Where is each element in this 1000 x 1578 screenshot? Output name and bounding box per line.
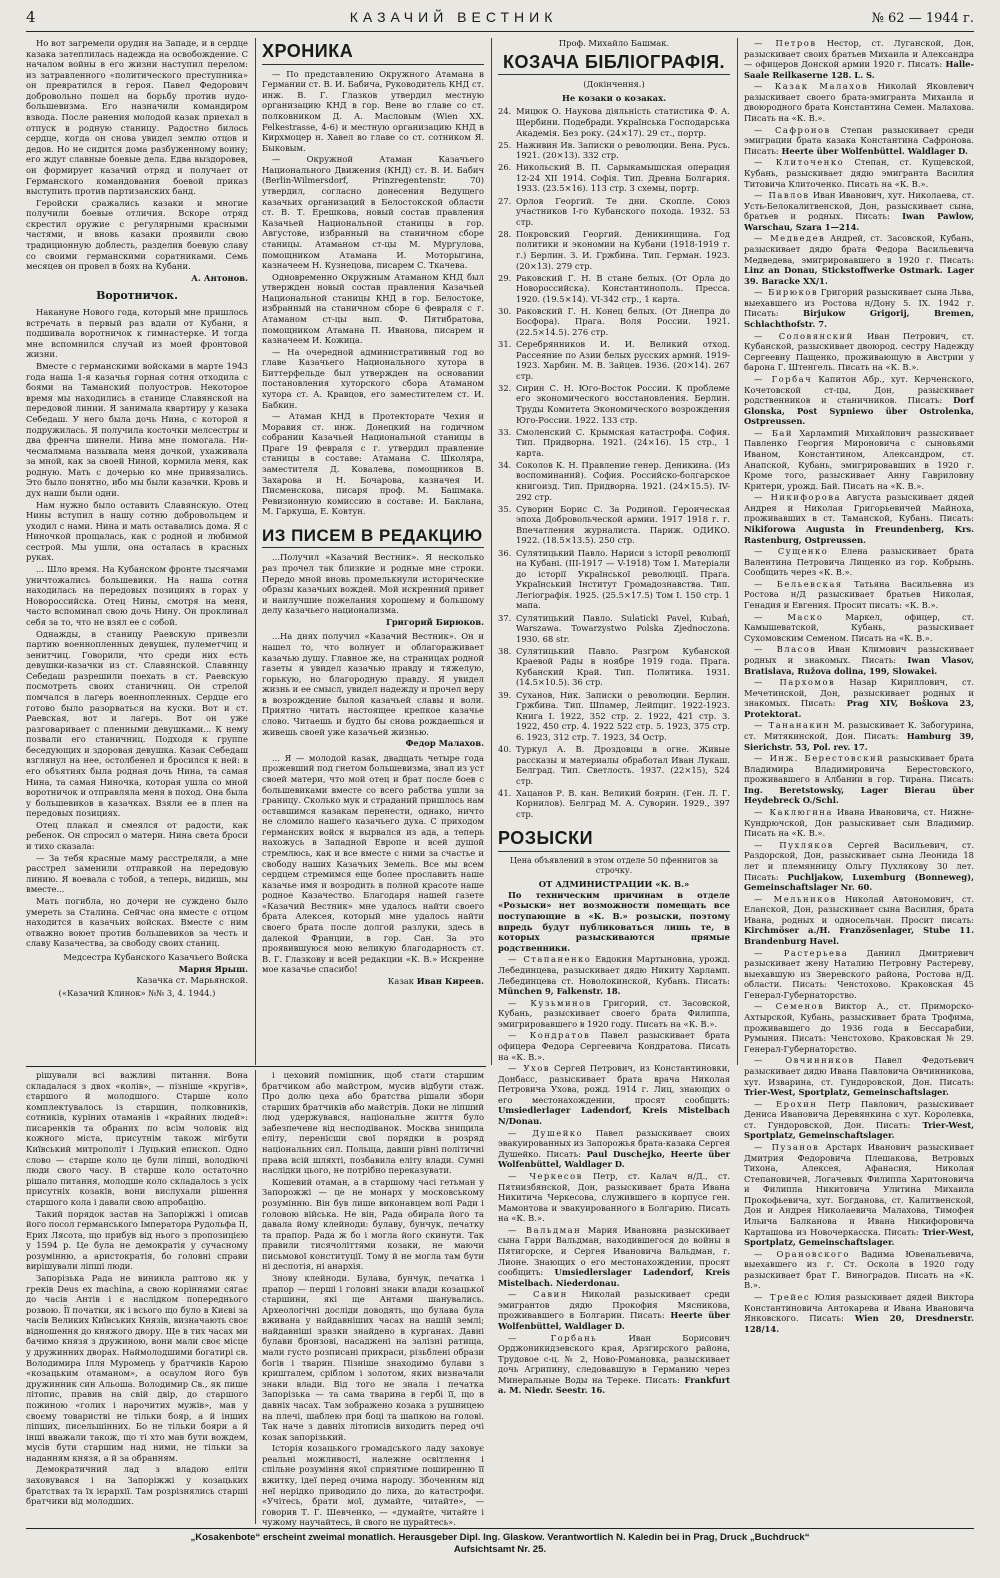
- story-signature-line: Медсестра Кубанского Казачьего Войска: [63, 951, 248, 962]
- search-ad: [744, 840, 974, 893]
- search-ad: [744, 374, 974, 427]
- paragraph: Отец плакал и смеялся от радости, как ребенок. Он спросил о матери. Нина света броси и тихо сказала:: [26, 819, 248, 852]
- ad-name: — Казак Малахов: [754, 81, 869, 92]
- ad-text: Григорий разыскивает сына Льва, выехавшего из Ростова н/Дону 5. IX. 1942 г. Писать:: [744, 287, 974, 319]
- column-1: [26, 38, 248, 1065]
- bibliography-item: [498, 229, 730, 271]
- chronicle-item: — На очередной административный год во главе Казачьего Национального хутора в Биттерфельде был утвержден на основании постановления хуторского сбора Атаманом хутора ст. А. Кравцов, его заместителем ст. И. Бабкин.: [262, 346, 484, 410]
- imprint-footer: [26, 1528, 974, 1557]
- ad-name: — Соловянский: [754, 330, 854, 341]
- item-text: Мицюк О. Наукова діяльність статистика Ф. А. Щербини. Подебради. Українська Господарська Академія. Без року. (24×17). 29 ст., портр.: [516, 106, 730, 138]
- ad-name: — Черкесов: [508, 1170, 583, 1181]
- bibliography-item: [498, 273, 730, 305]
- ad-text: Павел разыскивает своих эвакуированных из Запорожья брата-казака Сергея Душейко. Писать:: [498, 1127, 731, 1159]
- search-ad: [744, 331, 974, 373]
- ad-name: — Бельевская: [754, 578, 843, 589]
- letter-1: ...Получил «Казачий Вестник». Я несколько раз прочел так близкие и родные мне строки. Передо мной вновь промелькнули исторические образы казачьих вождей. Мой искренний привет и наилучшие пожелания хорошему и большому делу казачьего национализма.: [262, 552, 484, 616]
- column-4: [744, 38, 975, 1334]
- item-text: Орлов Георгий. Те дни. Скопле. Союз участников I-го Кубанского похода. 1932. 53 стр.: [516, 195, 730, 227]
- ad-text: Степан разыскивает среди эмиграции брата казака Константина Сафронова. Писать:: [744, 124, 974, 156]
- bibliography-item: [498, 613, 730, 645]
- lower-section: [26, 1070, 974, 1528]
- ad-name: — Клиточенко: [754, 157, 845, 168]
- paragraph: Історія козацького громадського ладу заховує реальні можливості, належне освітлення і спільне розуміння якої сприятиме поширенню її вжитку, ідеї перед очима народу. Збоченням від неї нерідко приводило до лиха, до катастрофи. «Учітесь, брати мої, думайте, читайте», — говорив Т. Г. Шевченко, — «думайте, читайте і чужому научайтесь, й свого не цурайтесь».: [262, 1443, 484, 1528]
- admin-text: По техническим причинам в отделе «Розыски» нет возможности помещать все поступающие в «К. В.» розыски, поэтому впредь будут публиковаться лишь те, в которых разыскиваются прямые родственники.: [498, 889, 730, 953]
- story-signature-origin: Казачка ст. Марьянской.: [136, 975, 248, 985]
- ad-address: Trier-West, Sportplatz, Gemeinschaftslager.: [744, 1119, 974, 1141]
- ad-address: Dorf Glonska, Post Sypniewo über Ostrolenka, Ostpreussen.: [744, 395, 974, 427]
- chronicle-heading: ХРОНИКА: [262, 40, 484, 65]
- search-ad: [744, 1001, 974, 1054]
- ad-address: Birjukow Grigorij, Bremen, Schlachthofstr. 7.: [744, 308, 974, 330]
- ad-name: — Сущенко: [754, 546, 829, 557]
- bibliography-item: [498, 306, 730, 338]
- ad-address: Paul Duschejko, Heerte über Wolfenbüttel, Waldlager D.: [498, 1148, 730, 1170]
- item-text: Смоленский С. Крымская катастрофа. София. Тип. Придворна. 1921. (24×16). 15 стр., 1 карта.: [516, 426, 730, 458]
- ad-text: Петр Павлович, разыскивает Дениса Ивановича Деревянкина с хут. Королевка, ст. Гундоровской, Дон. Писать:: [744, 1098, 974, 1130]
- ad-name: — Никифорова: [754, 492, 842, 503]
- ad-address: Iwan Pawlow, Warschau, Szara 1—214.: [744, 211, 974, 232]
- search-ad: [744, 38, 974, 80]
- column-2: [262, 38, 484, 1065]
- ad-name: — Сафронов: [754, 124, 831, 135]
- bibliography-item: [498, 339, 730, 381]
- ad-text: М. разыскивает К. Забогурина, ст. Митякинской, Дон. Писать:: [744, 720, 974, 741]
- ad-text: Андрей, ст. Засовской, Кубань, разыскивает дядю брата Федора Васильевича Медведева, эмигрировавшего в 1920 г. Писать:: [744, 233, 974, 265]
- item-number: 38.: [498, 645, 512, 656]
- ad-text: разыскивает брата Владимира Владимировича Берестовского, проживавшего в Албании в гор. Тирана. Писать:: [744, 753, 974, 785]
- ad-name: — Бирюков: [754, 287, 819, 298]
- intro-article: [26, 38, 248, 272]
- bibliography-item: [498, 646, 730, 688]
- masthead: [26, 8, 974, 32]
- bibliography-item: [498, 162, 730, 194]
- chronicle-item: — Атаман КНД в Протекторате Чехия и Моравия ст. инж. Донецкий на годичном собрании Казачьей Национальной станицы в Праге 19 февраля с г. утвердил правление станицы в составе: Атамана С. Школяра, заместителя Д. Ковалева, помощников В. Захарова и Н. Бочарова, казначея И. Писменскова, писаря проф. М. Башмака. Ревизионную комиссию в составе: И. Баклана, М. Гаркуша, Е. Ковтун.: [262, 411, 484, 517]
- ad-address: Umsiedlerlager Ladendorf, Kreis Mistelbach N/Donau.: [498, 1105, 730, 1127]
- ad-text: Маркел, офицер, ст. Камышеватской, Кубань, разыскивает Сухомовским Семеном. Писать на «К. В.».: [744, 611, 974, 643]
- ad-name: — Мельников: [754, 893, 837, 904]
- search-heading: РОЗЫСКИ: [498, 827, 730, 852]
- ad-address: Heerte über Wolfenbüttel, Waldlager D.: [498, 1310, 730, 1332]
- ad-text: Сергей Петрович, из Константиновки, Донбасс, разыскивает брата врача Николая Петровича Ухова, рожд. 1914 г. Лиц, знающих о его местонахождении, просят сообщить:: [498, 1063, 730, 1105]
- item-text: Раковский Г. Н. Конец белых. (От Днепра до Босфора). Прага. Воля России. 1921. (22.5×14.5). 276 стр.: [516, 305, 730, 337]
- item-text: Никольский В. П. Сарыкамышская операция 12-24 XII 1914. Софія. Тип. Древна Болгария. 1933. (23.5×16). 113 стр. 3 схемы, портр.: [516, 162, 730, 194]
- letters-heading: ИЗ ПИСЕМ В РЕДАКЦИЮ: [262, 525, 484, 548]
- ad-text: Иван Иванович, хут. Николаева, ст. Усть-Белокалитвенской, Дон, разыскивает сына, братьев и родных. Писать:: [744, 190, 974, 222]
- bibliography-item: [498, 140, 730, 161]
- ad-text: Сергей Васильевич, ст. Раздорской, Дон, разыскивает сына Леонида 18 лет и племянницу Ольгу Пухлякову 30 лет. Писать:: [744, 839, 974, 882]
- ad-name: — Горбач: [754, 373, 813, 384]
- ad-text: Евдокия Мартыновна, урожд. Лебединцева, разыскивает дядю Никиту Харламп. Лебединцева ст. Новолокинской, Кубань. Писать:: [498, 954, 730, 986]
- ad-name: — Стапаненко: [508, 954, 592, 965]
- search-ad: [498, 998, 730, 1030]
- story-article: [26, 307, 248, 949]
- item-number: 32.: [498, 382, 512, 393]
- ad-name: — Петров: [754, 38, 817, 48]
- item-number: 26.: [498, 162, 512, 173]
- imprint-line-1: „Kosakenbote“ erscheint zweimal monatlich. Herausgeber Dipl. Ing. Glaskow. Verantwortlich N. Kaledin bei in Prag, Druck „Buchdruck“: [190, 1532, 810, 1543]
- bibliography-item: [498, 548, 730, 611]
- ad-name: — Овчинников: [754, 1055, 855, 1066]
- ad-address: Trier-West, Sportplatz, Gemeinschaftslager.: [744, 1087, 949, 1098]
- ad-text: Степан, ст. Кущевской, Кубань, разыскивает дядю эмигранта Василия Титовича Клиточенко. Писать на «К. В.».: [744, 157, 974, 189]
- paragraph: Демократичний лад з владою еліти заховувався і на Запоріжжі у козацьких братствах та їх ієрархії. Там розрізнялись старші братчики від молодших.: [26, 1464, 248, 1507]
- ad-address: Halle-Saale Reilkaserne 128. L. S.: [744, 59, 974, 80]
- item-number: 35.: [498, 503, 512, 514]
- letter-2: ...На днях получил «Казачий Вестник». Он и нашел то, что волнует и облагораживает казачью душу. Главное же, на страницах родной газеты я увидел казачью правду и тяжелую, горькую, но благородную правду. Я увидел жизнь и ее смысл, увидел надежду и прочел веру в возрождение былой казачьей славы и воли. Приятно читать настоящее крепкое казачье слово. Читаешь и будто бы снова рождаешься и живешь своей уже казачьей жизнью.: [262, 631, 484, 737]
- letter-2-signature: Федор Малахов.: [405, 738, 484, 749]
- item-number: 39.: [498, 689, 512, 700]
- item-number: 36.: [498, 547, 512, 558]
- ad-text: Назар Кириллович, ст. Мечетинской, Дон, разыскивает родных и знакомых. Писать:: [744, 677, 974, 709]
- bibliography-item: [498, 504, 730, 546]
- bibliography-heading: КОЗАЧА БІБЛІОГРАФІЯ.: [498, 51, 730, 76]
- bibliography-subtitle: Не козаки о козаках.: [561, 92, 667, 103]
- ad-name: — Павлов: [754, 190, 810, 201]
- price-note: Цена объявлений в этом отделе 50 пфеннигов за строчку.: [509, 856, 718, 876]
- search-ad: [498, 1030, 730, 1062]
- search-ad: [744, 81, 974, 123]
- item-number: 34.: [498, 459, 512, 470]
- ad-address: Umsiedlerslager Ladendorf, Kreis Mistelbach. Niederdonau.: [498, 1267, 730, 1288]
- search-ad: [498, 954, 730, 996]
- ad-name: — Вальдман: [508, 1224, 582, 1235]
- item-number: 29.: [498, 272, 512, 283]
- bibliography-item: [498, 788, 730, 820]
- item-text: Суханов, Ник. Записки о революции. Берлин. Гржбина. Тип. Шпамер, Лейпциг. 1922-1923. Книга I. 1922, 352 стр. 2. 1922, 421 стр. 3. 1922, 450 стр. 4. 1922 522 стр. 5. 1923, 375 стр. 6. 1923, 312 стр. 7. 1923, 34 Остр.: [516, 689, 730, 742]
- intro-signature: А. Антонов.: [191, 272, 248, 283]
- ad-address: Ing. Beretstowsky, Lager Bierau über Heydebreck O./Schl.: [744, 784, 974, 806]
- paragraph: Мать погибла, но дочери не суждено было умереть за Сталина. Сейчас она вместе с отцом находится в казачьих войсках. Вместе с ним отважно воюет против большевиков за честь и славу Казачества, за свободу своих станиц.: [26, 895, 248, 949]
- ad-address: Hamburg 39, Sierichstr. 53, Pol. rev. 17.: [744, 731, 974, 752]
- letter-1-signature: Григорий Бирюков.: [386, 616, 484, 627]
- ad-name: — Кузьминов: [508, 997, 592, 1008]
- ad-text: Виктор А., ст. Приморско-Ахтырской, Кубань, разыскивает брата Трофима, проживавшего до 1936 года в Бессарабии, Румыния. Писать: Ченстохово. Краковская № 29. Генерал-Губернаторство.: [744, 1001, 974, 1054]
- story-signature-name: Мария Ярыш.: [178, 964, 248, 975]
- item-number: 28.: [498, 228, 512, 239]
- search-ad: [744, 677, 974, 719]
- item-text: Хацанов Р. В. кан. Великий боярин. (Ген. Л. Г. Корнилов). Белград М. А. Суворин. 1929., 397 стр.: [516, 787, 730, 819]
- item-number: 37.: [498, 612, 512, 623]
- item-text: Сирин С. Н. Юго-Восток России. К проблеме его экономического восстановления. Берлин. Труды Комитета Экономического возрождения Юго-России. 1922. 133 стр.: [516, 382, 730, 425]
- bibliography-item: [498, 690, 730, 743]
- ad-text: Елена разыскивает брата Валентина Петровича Лищенко из гор. Кобрынь. Сообщить через «К. В.».: [744, 546, 974, 578]
- story-title: Воротничок.: [96, 289, 178, 303]
- ad-name: — Семенов: [754, 1001, 825, 1012]
- letter-3-signature: [262, 976, 484, 987]
- bibliography-item: [498, 427, 730, 459]
- paragraph: Кошевий отаман, а в старшому часі гетьман у Запорожжі — це не монарх у московському розумінню. Він був лише виконавцем волі Ради і головою війська. Не він, Рада обирала його та давала йому клейноди: булаву, бунчук, печатку та прапор. Рада ж бо і могла його скинути. Так правили тисячоліттями козаки, не маючи письмової конституції. Тому й не могла там бути ні деспотія, ні анархія.: [262, 1176, 484, 1272]
- ad-name: — Пархомов: [754, 677, 836, 688]
- search-ad: [744, 720, 974, 752]
- ad-address: Kirchmöser a./H. Französenlager, Stube 11. Brandenburg Havel.: [744, 925, 974, 946]
- bibliography-list: [498, 106, 730, 819]
- item-number: 41.: [498, 787, 512, 798]
- item-number: 33.: [498, 426, 512, 437]
- paragraph: Запорізька Рада не виникла раптово як у греків Deus ex machina, а свою коріннями сягає до часів Антів і є наслідком попереднього розвою. Її початки, як і всього що було в Києві за часів Великих Київських Князів, визначають своє відношення до княжого двору. Ще в тих часах ми бачимо князя з дружиною, вони мали своє місце у дружинних дворах. Наймолодшими богатирі св. Володимира Ілля Муромець у братчиків Карою «козацьким отаманом», а осаулом його був дружинник син Альоша. Володимир Св., як пише літопис, правив на свій двір, до старшого пожиною «голих і нарочитих мужів», мав у своєму товаристві не тільки бояр, а й інших ліпших, писельшінних. Бо не тільки бояри а й інші вважали також, що ті хто мав бути вождем, мусів бути старшим над ними, не тільки за наданням князя, а й за обранням.: [26, 1272, 248, 1463]
- ad-text: Юлия разыскивает дядей Виктора Константиновича Антокарева и Ивана Ивановича Янковского. Писать:: [744, 1292, 975, 1324]
- ad-address: Prag XIV, Boškova 23, Protektorat.: [744, 698, 974, 719]
- ad-address: Heerte über Wolfenbüttel. Waldlager D.: [778, 145, 968, 156]
- ad-text: Мария Ивановна разыскивает сына Гарри Вальдман, находившегося до войны в Пятигорске, и Сергея Ивановича Вальдман, г. Лионе. Знающих о его местонахождении, просят сообщить:: [498, 1224, 731, 1278]
- bibliography-item: [498, 744, 730, 786]
- ad-address: Nikiforowa Augusta in Freundenberg, Krs. Rastenburg, Ostpreussen.: [744, 524, 974, 545]
- ad-text: Арстарх Иванович разыскивает Дмитрия Федоровича Плешакова, Ветровых Тихона, Алексея, Афанасия, Николая Степановичей, Логачевых Филиппа Харитоновича и Филиппа Никитовича Улитина Михаила Прокофьевича, хут. Богданова, ст. Калитвенской, Дон и Андрея Николаевича Малахова, Тимофея Ильича Балканова и Ивана Никифоровича Карташова из Новочеркасска. Писать:: [744, 1141, 974, 1237]
- item-text: Серебрянников И. И. Великий отход. Рассеяние по Азии белых русских армий. 1919-1923. Харбин. М. В. Зайцев. 1936. (20×14). 267 стр.: [516, 339, 730, 381]
- ad-name: — Бай: [754, 427, 793, 438]
- ad-name: — Власов: [754, 644, 817, 655]
- ad-text: Николай разыскивает среди эмигрантов дядю Прокофия Мясникова, проживавшего в Болгарии. Писать:: [498, 1289, 730, 1321]
- ad-name: — Пузанов: [754, 1141, 820, 1152]
- ad-text: Иван Климович разыскивает родных и знакомых. Писать:: [744, 644, 975, 665]
- admin-heading: ОТ АДМИНИСТРАЦИИ «К. В.»: [538, 879, 690, 890]
- bibliography-item: [498, 106, 730, 138]
- newspaper-title: КАЗАЧИЙ ВЕСТНИК: [349, 9, 558, 25]
- search-ad: [744, 753, 974, 806]
- column-3: [498, 38, 731, 1396]
- ad-name: — Душейко: [508, 1127, 584, 1138]
- bibliography-item: [498, 383, 730, 425]
- search-ad: [744, 612, 974, 644]
- paragraph: рішували всі важливі питання. Вона складалася з двох «колів», — пізніше «кругів», старшого й молодшого. Старше коло комплектувалось із старшин, полковників, сотників, куріних отаманів і «крайних людей»: писаренків та обраних по всім чоловік від кожного міста, присутнім також мігбути Київський митрополіт і Луцький епископ. Одно слово — старше коло це були ліпші, володіючі люди свого часу. В старше коло остаточно рішало питання, молодше коло складалось з усіх присутніх козаків, вони вислухали рішення старшого кола і давали свою апробацію.: [26, 1070, 248, 1207]
- ad-name: — Пухляков: [754, 839, 834, 850]
- ad-address: Puchljakow, Luxemburg (Bonneweg), Gemeinschaftslager Nr. 60.: [744, 871, 974, 893]
- chronicle-article: [262, 69, 484, 517]
- item-number: 24.: [498, 106, 512, 117]
- item-number: 40.: [498, 743, 512, 754]
- paragraph: Нам нужно было оставить Славянскую. Отец Нины вступил в нашу сотню добровольцем и уходил с нами. Нина и мать оставались дома. Я с Ниночкой прощалась, как с родной и любимой сестрой. Мы ушли, она осталась в красных руках.: [26, 499, 248, 563]
- item-text: Суворин Борис С. За Родиной. Героическая эпоха Добровольческой армии. 1917 1918 г. г. Впечатления журналиста. Париж. ОДИКО. 1922. (18.5×13.5). 250 стр.: [516, 503, 730, 546]
- ad-address: München 9, Falkenstr. 18.: [498, 986, 621, 997]
- ad-address: Iwan Vlasov, Bratislava, Ružova dolina, 199, Slowakei.: [744, 654, 974, 676]
- ad-text: Павел разыскивает брата офицера Федора Сергеевича Кондратова. Писать на «К. В.».: [498, 1030, 730, 1062]
- ad-text: Григорий, ст. Засовской, Кубань, разыскивает своего брата Филиппа, эмигрировавшего в 1920 году. Писать на «К. В.».: [498, 997, 731, 1029]
- lower-column-1: [26, 1070, 248, 1524]
- ad-name: — Ухов: [508, 1063, 550, 1074]
- ad-name: — Кондратов: [508, 1030, 591, 1041]
- ad-text: Вадима Ювенальевича, выехавшего из г. Ст. Оскола в 1920 году разыскивает брат Г. Виноградов. Писать на «К. В.».: [744, 1248, 974, 1291]
- chronicle-item: — Окружной Атаман Казачьего Национального Движения (КНД) ст. В. И. Бабич (Berlin-Wilmersdorf, Prinzregentenstr. 70) утвердил, согласно донесения Ведущего казачьих организаций в Белостокской области ст. В. Т. Ерешкова, новый состав правления Казачьей Национальной станицы в гор. Августове, избранный на станичном сборе станицы. Атаманом ст-цы М. Мургулова, помощником Атамана И. Моторыгина, казначеем Н. Кузнецова, писарем С. Ткачева.: [262, 154, 484, 271]
- paragraph: Знову клейноди. Булава, бунчук, печатка і прапор — перші і головні знаки влади козацької старшини, які ще Антами шанувались. Археологічні досліди доводять, що булава була вживана у найдавніших часах на нашій землі; найдавніші зразки знайдено в курганах. Давні булави бронзові, насаджені на залізні ратища, мали густо розписані прикраси, різьблені образи богів і тварин. Пізніше знаходимо булави з кришталем, сріблом і золотом, яких визначали знаки влади. Від того не знала і печатка Запорізька — та сама тварина в гербі її, що в давніх часах. Там зображено козака з рушницею на плечі, шаблею при боці та шапкою на голові. Так наче з давніх літописів виходить перед очі козак запорізький.: [262, 1272, 484, 1442]
- ad-address: Frankfurt a. M. Niedr. Seestr. 16.: [498, 1374, 730, 1396]
- paragraph: Вместе с германскими войсками в марте 1943 года наша 1-я казачья горная сотня отходила с боями на Таманский полуостров. Некоторое время мы находились в станице Славянской на передовой линии. Я занимала квартиру у казака Себедаш. У него была дочь Нина, с которой я подружилась. Я получила косточки мелсестры и два френча шинели. Нина мне помогала. Ни-чесмалмама называла меня дочкой, ухаживала за мной, как за своей Ниной, кормила меня, как родную. Мать с дочерью ко мне привязались. Это было понятно, ибо мы были казачки. Кровь и дух наши были одни.: [26, 361, 248, 498]
- item-text: Сулятицький Павло. Разгром Кубанской Краевой Рады в ноябре 1919 года. Прага. Кубанский Край. Тип. Политика. 1931. (14.5×10.5). 36 стр.: [516, 645, 730, 688]
- paragraph: ... Шло время. На Кубанском фронте тысячами уничтожались большевики. На наша сотня находилась на передовых позициях в горах у Новороссийска. Отец Нины, смотря на меня, часто вспоминал свою дочь Нину. Он проклинал себя за то, что не взял ее с собой.: [26, 564, 248, 627]
- ad-text: Харлампий Михайлович разыскивает Павленко Георгия Мироновича с сыновьями Иваном, Константином, Александром, ст. Анапской, Кубань, эмигрировавших в 1920 г. Кроме того, разыскивает Анну Гавриловну Критери, урожд. Бай. Писать на «К. В.».: [744, 427, 974, 491]
- ad-text: Даниил Дмитриевич разыскивает жену Наталию Петровну Растереву, выехавшую из Зверевского района, Ростова н/Д. области. Писать: Ченстохово. Краковская 45 Генерал-Губернаторство.: [744, 947, 975, 1000]
- bibliography-author: Проф. Михайло Башмак.: [558, 38, 670, 48]
- ad-name: — Тананакин: [754, 720, 831, 731]
- paragraph: і цеховий помішник, щоб стати старшим братчиком або майстром, мусив відбути стаж. Про долю цеха або братства рішали збори старших братчиків або майстрів. Доки не ліпший люд удержувався, національне життя було забезпечене від несподіванок. Москва знищила еліту, перенісши свої порядки в розряд національних сил. Польща, давши рівні політичні права всій шляхті, позбавила еліту влади. Сумні наслідки цього, не потрібно переказувати.: [262, 1070, 484, 1176]
- ad-text: Капитон Абр., хут. Керченского, Кочетовской ст-цы, Дон, разыскивает родственников и станичников. Писать:: [744, 373, 975, 406]
- search-ad: [744, 807, 974, 839]
- ad-text: Николай Автономович, ст. Еланской, Дон, разыскивает сына Василия, брата Ивана, родных и односельчан. Просит писать:: [744, 893, 974, 925]
- lower-column-2: [262, 1070, 484, 1528]
- bibliography-continuation: (Докінчення.): [583, 79, 645, 90]
- search-ad: [744, 157, 974, 189]
- imprint-line-2: Aufsichtsamt Nr. 25.: [453, 1544, 547, 1556]
- paragraph: — За тебя красные маму расстреляли, а мне расстрел заменили отправкой на передовую линию. Я воевала с тобой, а теперь, видишь, мы вместе...: [26, 852, 248, 895]
- bibliography-item: [498, 460, 730, 502]
- search-ad: [744, 233, 974, 286]
- ad-name: — Горбань: [508, 1332, 598, 1343]
- search-ad: [744, 579, 974, 611]
- ad-text: Татьяна Васильевна из Ростова н/Д разыскивает братьев Николая, Генадия и Евгения. Просит писать: «К. В.».: [744, 578, 974, 611]
- letter-3: ... Я — молодой казак, двадцать четыре года прожевший под гнетом большевизма, знал из уст своей матери, что мой отец и брат после боев с большевиками вместе со всего рабства ушли за границу. Сколько мук и страданий пришлось нам оставшимся казакам перенести, однако, ничто не сломило нашего казачьего духа. С приходом германских войск я вырвался из ада, а теперь нахожусь в Западной Европе и всей душой стремлюсь, как и все вместе с ними за счастье и свободу наших Казачьих Земель. Все мы всем сердцем стремимся еще более прославить наше казачье имя и возродить в полной красоте наше родное Казачество. Благодаря нашей газете «Казачий Вестник» мне удалось найти своего брата Алексея, который мне удалось найти своего брата после долгой разлуки, здесь в далекой Франции, в гор. Сан. За это проявившуюся мою великую благодарность ст. В. Г. Глазкову и всей редакции «К. В.» Искренне мое казачье спасибо!: [262, 752, 484, 975]
- item-text: Раковский Г. Н. В стане белых. (От Орла до Новороссийска). Константинополь. Пресса. 1920. (19.5×14). VI-342 стр., 1 карта.: [516, 272, 730, 304]
- ad-text: Иван Борисович Орджоникидзевского края, Арзгирского района, Трудовое с-ц. № 2, Ново-Романовка, разыскивает дочь Агрипину, следовавшую в Германию через Минеральные Воды на Тереке. Писать:: [498, 1332, 730, 1385]
- item-text: Сулятицький Павло. Sulaticki Pavel, Kubań, Warszawa. Towarzystwo Polska Zjednoczona. 1930. 68 str.: [516, 612, 730, 644]
- ad-name: — Растерьева: [754, 947, 849, 958]
- search-ad: [744, 428, 974, 491]
- story-source: («Казачий Клинок» №№ 3, 4. 1944.): [58, 987, 216, 998]
- search-ad: [744, 287, 974, 329]
- ad-name: — Орановского: [754, 1248, 850, 1259]
- ad-address: Trier-West, Sportplatz, Gemeinschaftslager.: [744, 1226, 974, 1248]
- letter-3-signature-name: Иван Киреев.: [416, 975, 484, 986]
- paragraph: Однажды, в станицу Раевскую привезли партию военнопленных девушек, пулеметчиц и зенитчиц. Говорили, что среди них есть девушки-казачки из ст. Славянской. Славянцу Себедаш разрешили поехать в ст. Раевскую посмотреть своих станичниц. Он стрелой помчался в лагерь военнопленных. Сердце его готово было разорваться на куски. Вот и ст. Раевская, вот и лагерь. Вот он уже разговаривает с пленными девушками... К нему позвали его станичниц. Подходя к группе беседующих и здоровая девушка. Казак Себедаш взглянул на нее, остолбенел и бросился к ней: в его объятиях была родная дочь Нина, та самая Нина, та самая Ниночка, которая ушла со мной воротничок и отправляла меня в поход. Она была у большевиков в казачках. Взяли ее в плен на передовых позициях.: [26, 628, 248, 819]
- search-ad: [744, 125, 974, 157]
- item-text: Туркул А. В. Дроздовцы в огне. Живые рассказы и материалы обработал Иван Лукаш. Белград. Тип. Светлость. 1937. (22×15), 524 стр.: [516, 743, 730, 786]
- issue-number: № 62 — 1944 г.: [871, 11, 974, 26]
- search-ad: [744, 546, 974, 578]
- paragraph: Геройски сражались казаки и многие получили боевые отличия. Вскоре отряд скрестил оружие с регулярными красными частями, и вновь казаки проявили свою традиционную доблесть, разделив боевую славу со своими германскими соратниками. Семь месяцев он провел в боях на Кубани.: [26, 197, 248, 272]
- search-ad: [744, 644, 974, 676]
- chronicle-item: Одновременно Окружным Атаманом КНД был утвержден новый состав правления Казачьей Национальной станицы КНД в гор. Белостоке, избранный на станичном сборе 6 февраля с г. Атаманом ст-цы вып. Ф. Пятибратова, помощником Атамана П. Иванова, писарем и казначеем И. Кожица.: [262, 271, 484, 346]
- chronicle-item: — По представлению Окружного Атамана в Германии ст. В. И. Бабича, Руководитель КНД ст. инж. В. Г. Глазков утвердил местную организацию КНД в гор. Вене во главе со ст. полковником Д. А. Масловым (Wien XX. Felkestrasse, 4-6) и местную организацию КНД в Кирхмоцер н. Хавел во главе со ст. сотником Я. Быковым.: [262, 68, 484, 153]
- search-ad: [744, 948, 974, 1001]
- search-ad: [744, 894, 974, 947]
- ad-text: Павел Федотьевич разыскивает дядю Ивана Павловича Овчинникова, хут. Изварина, ст. Гундоровской, Дон. Писать:: [744, 1055, 974, 1087]
- search-ad: [744, 492, 974, 545]
- item-text: Покровский Георгий. Деникинщина. Год политики и экономии на Кубани (1918-1919 г. г.) Берлин. З. И. Гржбина. Тип. Герман. 1923. (20×13). 279 стр.: [516, 228, 730, 271]
- item-number: 30.: [498, 305, 512, 316]
- letter-3-signature-prefix: Казак: [387, 975, 415, 986]
- ad-name: — Медведев: [754, 233, 826, 244]
- paragraph: Накануне Нового года, который мне пришлось встречать в первый раз вдали от Кубани, я подшивала воротничок к гимнастерке. И тогда мне вспомнился случай из моей фронтовой жизни.: [26, 307, 248, 360]
- ad-address: Linz an Donau, Stickstoffwerke Ostmark. Lager 39. Baracke XX/1.: [744, 265, 974, 286]
- ad-text: Николай Яковлевич разыскивает своего брата-эмигранта Михаила и двоюродного брата Константина Семен. Малахова. Писать на «К. В.».: [744, 81, 974, 124]
- ad-text: Иван Петрович, ст. Кубанской, разыскивает двоюрод. сестру Надежду Сергеевну Пащенко, проживающую в Австрии у барона Г. Штенгель. Писать на «К. В.».: [744, 330, 974, 373]
- ad-address: Wien 20, Dresdnerstr. 128/14.: [744, 1313, 974, 1334]
- ad-name: — Каклюгина: [754, 807, 833, 818]
- ad-name: — Савин: [508, 1289, 568, 1300]
- ad-name: — Маско: [754, 611, 824, 622]
- item-number: 25.: [498, 139, 512, 150]
- item-text: Наживин Ив. Записки о революции. Вена. Русь. 1921. (20×13). 332 стр.: [516, 139, 730, 161]
- paragraph: Но вот загремели орудия на Западе, и в сердце казака затеплилась надежда на освобождение. С началом войны в его жизни наступил перелом: из затравленного «политического преступника» он превратился в героя. Павел Федорович добровольно пошел на борьбу против иудо-большевизма. Его назначили командиром взвода. После ранения молодой казак приехал в отпуск в родную станицу. Радостно билось сердце, когда он снова увидел землю отцов и дедов. Но не сидится дома разбуженному воину; его ждут славные боевые дела. Едва выздоровев, он формирует казачий отряд и получает от Германского командования боевой приказ выступить против партизанских банд.: [26, 38, 248, 197]
- ad-text: Августа разыскивает дядей Андрея и Николая Григорьевичей Майноха, проживавших в ст. Таманской, Кубань. Писать:: [744, 492, 974, 524]
- item-text: Соколов К. Н. Правление генер. Деникина. (Из воспоминаний). София. Российско-болгарское книгоизд. Тип. Придворна. 1921. (24×15.5). IV-292 стр.: [516, 459, 730, 502]
- ad-name: — Инж. Берестовский: [754, 753, 885, 764]
- paragraph: Такий порядок застав на Запоріжжі і описав його посол германського Імператора Рудольфа II, Ерих Лясота, що прибув від нього з пропозицією у 1594 р. Це була не демократія у сучасному розумінню, а аристократія, бо головні справи вирішували ліпші люди.: [26, 1208, 249, 1272]
- ad-text: Петр, ст. Калач н/Д., ст. Пятиизбянской, Дон, разыскивает брата Ивана Никитича Черкесова, служившего в корпусе ген. Мамонтова и эвакуированного в Болгарию. Писать на «К. В.».: [498, 1170, 731, 1224]
- bibliography-item: [498, 196, 730, 228]
- item-text: Сулятицький Павло. Нариси з історії революції на Кубані. (III-1917 — V-1918) Том I. Матеріали до історії Української революції. Прага. Український Інститут Громадознавства. Тип. Легіографія. 1925. (25.5×17.5) Том I. 150 стр. 1 мапа.: [516, 547, 730, 611]
- page-number: 4: [26, 8, 36, 26]
- ad-text: Ивана Ивановича, ст. Нижне-Кундрючской, Дон разыскивает сын Владимир. Писать на «К. В.».: [744, 807, 974, 839]
- search-ad: [744, 190, 974, 232]
- ad-text: Нестор, ст. Луганской, Дон, разыскивает своих братьев Михаила и Александра — офицеров Донской армии 1920 г. Писать:: [744, 38, 974, 70]
- item-number: 31.: [498, 339, 512, 350]
- ad-name: — Трейес: [754, 1292, 811, 1303]
- item-number: 27.: [498, 195, 512, 206]
- ad-name: — Ерохин: [754, 1098, 818, 1109]
